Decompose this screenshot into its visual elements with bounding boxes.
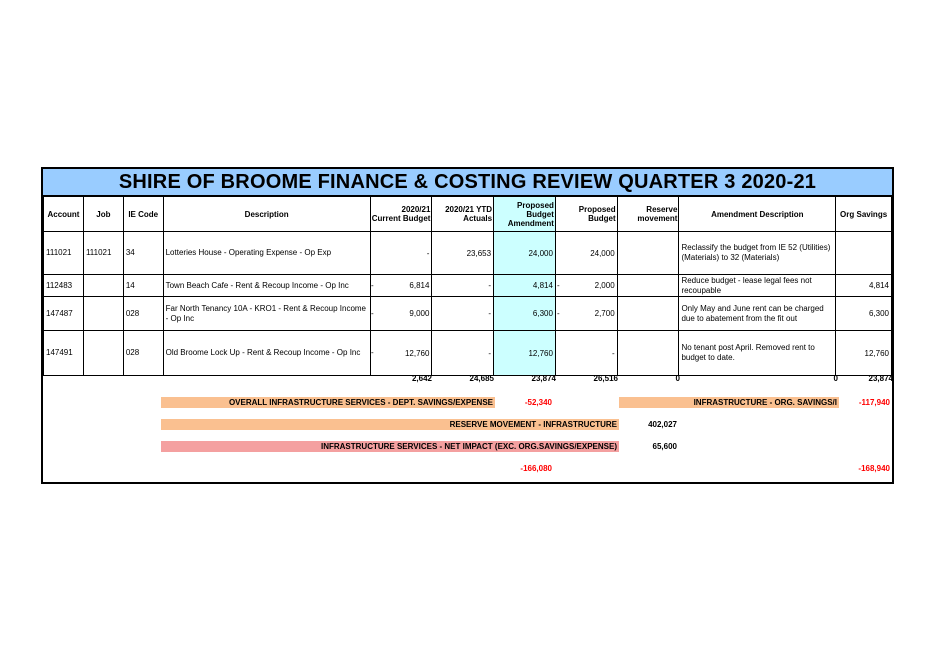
cell-account: 111021 [44,232,84,275]
header-proposed-amendment: Proposed Budget Amendment [494,197,556,232]
dept-savings-label: OVERALL INFRASTRUCTURE SERVICES - DEPT. SAVINGS/EXPENSE [161,397,495,408]
cell-reserve-movement [617,275,679,297]
cell-ytd-actuals: - [432,275,494,297]
org-savings-value: -117,940 [858,398,890,407]
accounting-dash: - [557,281,560,290]
cell-ie-code: 028 [123,297,163,331]
sheet-title: SHIRE OF BROOME FINANCE & COSTING REVIEW QUARTER 3 2020-21 [43,169,892,196]
review-table [43,196,892,376]
cell-proposed-budget: 2,000 [555,275,617,297]
cell-description: Far North Tenancy 10A - KRO1 - Rent & Recoup Income - Op Inc [163,297,370,331]
cell-job: 111021 [83,232,123,275]
total-ytd-actuals: 24,685 [469,374,494,383]
cell-description: Town Beach Cafe - Rent & Recoup Income - Op Inc [163,275,370,297]
cell-description: Lotteries House - Operating Expense - Op Exp [163,232,370,275]
table-row [44,232,892,275]
cell-org-savings: 4,814 [836,275,892,297]
cell-account: 112483 [44,275,84,297]
table-row [44,275,892,297]
cell-description: Old Broome Lock Up - Rent & Recoup Income - Op Inc [163,331,370,376]
cell-ytd-actuals: - [432,297,494,331]
final-dept-value: -166,080 [520,464,552,473]
cell-amendment-description: No tenant post April. Removed rent to budget to date. [679,331,836,376]
cell-current-budget: 6,814 [370,275,432,297]
cell-proposed-budget: 24,000 [555,232,617,275]
header-current-budget: 2020/21 Current Budget [370,197,432,232]
cell-job [83,275,123,297]
org-savings-label: INFRASTRUCTURE - ORG. SAVINGS/I [619,397,839,408]
cell-current-budget: - [370,232,432,275]
final-org-value: -168,940 [858,464,890,473]
cell-ytd-actuals: - [432,331,494,376]
total-current-budget: 2,642 [411,374,432,383]
cell-current-budget: 12,760 [370,331,432,376]
cell-amendment-description: Only May and June rent can be charged due to abatement from the fit out [679,297,836,331]
total-amendment-description: 0 [833,374,838,383]
cell-proposed-amendment: 12,760 [494,331,556,376]
accounting-dash: - [557,309,560,318]
cell-account: 147487 [44,297,84,331]
cell-amendment-description: Reduce budget - lease legal fees not recoupable [679,275,836,297]
total-org-savings: 23,874 [868,374,893,383]
cell-ie-code: 34 [123,232,163,275]
spreadsheet-sheet [41,167,894,484]
cell-reserve-movement [617,331,679,376]
header-account: Account [44,197,84,232]
total-reserve-movement: 0 [675,374,680,383]
cell-account: 147491 [44,331,84,376]
table-row [44,331,892,376]
cell-job [83,331,123,376]
cell-ytd-actuals: 23,653 [432,232,494,275]
table-row [44,297,892,331]
cell-org-savings: 6,300 [836,297,892,331]
accounting-dash: - [371,309,374,318]
net-impact-label: INFRASTRUCTURE SERVICES - NET IMPACT (EXC. ORG.SAVINGS/EXPENSE) [161,441,619,452]
cell-reserve-movement [617,297,679,331]
net-impact-value: 65,600 [652,442,677,451]
header-amendment-description: Amendment Description [679,197,836,232]
accounting-dash: - [371,281,374,290]
cell-job [83,297,123,331]
reserve-movement-label: RESERVE MOVEMENT - INFRASTRUCTURE [161,419,619,430]
cell-amendment-description: Reclassify the budget from IE 52 (Utilities) (Materials) to 32 (Materials) [679,232,836,275]
cell-ie-code: 14 [123,275,163,297]
header-reserve-movement: Reserve movement [617,197,679,232]
cell-org-savings: 12,760 [836,331,892,376]
reserve-movement-value: 402,027 [648,420,677,429]
cell-org-savings [836,232,892,275]
cell-proposed-amendment: 24,000 [494,232,556,275]
header-ie-code: IE Code [123,197,163,232]
header-proposed-budget: Proposed Budget [555,197,617,232]
cell-proposed-amendment: 4,814 [494,275,556,297]
cell-proposed-budget: 2,700 [555,297,617,331]
cell-reserve-movement [617,232,679,275]
dept-savings-value: -52,340 [524,398,552,407]
header-description: Description [163,197,370,232]
header-row [44,197,892,232]
cell-current-budget: 9,000 [370,297,432,331]
header-org-savings: Org Savings [836,197,892,232]
header-job: Job [83,197,123,232]
cell-proposed-amendment: 6,300 [494,297,556,331]
total-proposed-budget: 26,516 [593,374,618,383]
cell-proposed-budget: - [555,331,617,376]
accounting-dash: - [371,348,374,357]
header-ytd-actuals: 2020/21 YTD Actuals [432,197,494,232]
total-proposed-amendment: 23,874 [531,374,556,383]
cell-ie-code: 028 [123,331,163,376]
